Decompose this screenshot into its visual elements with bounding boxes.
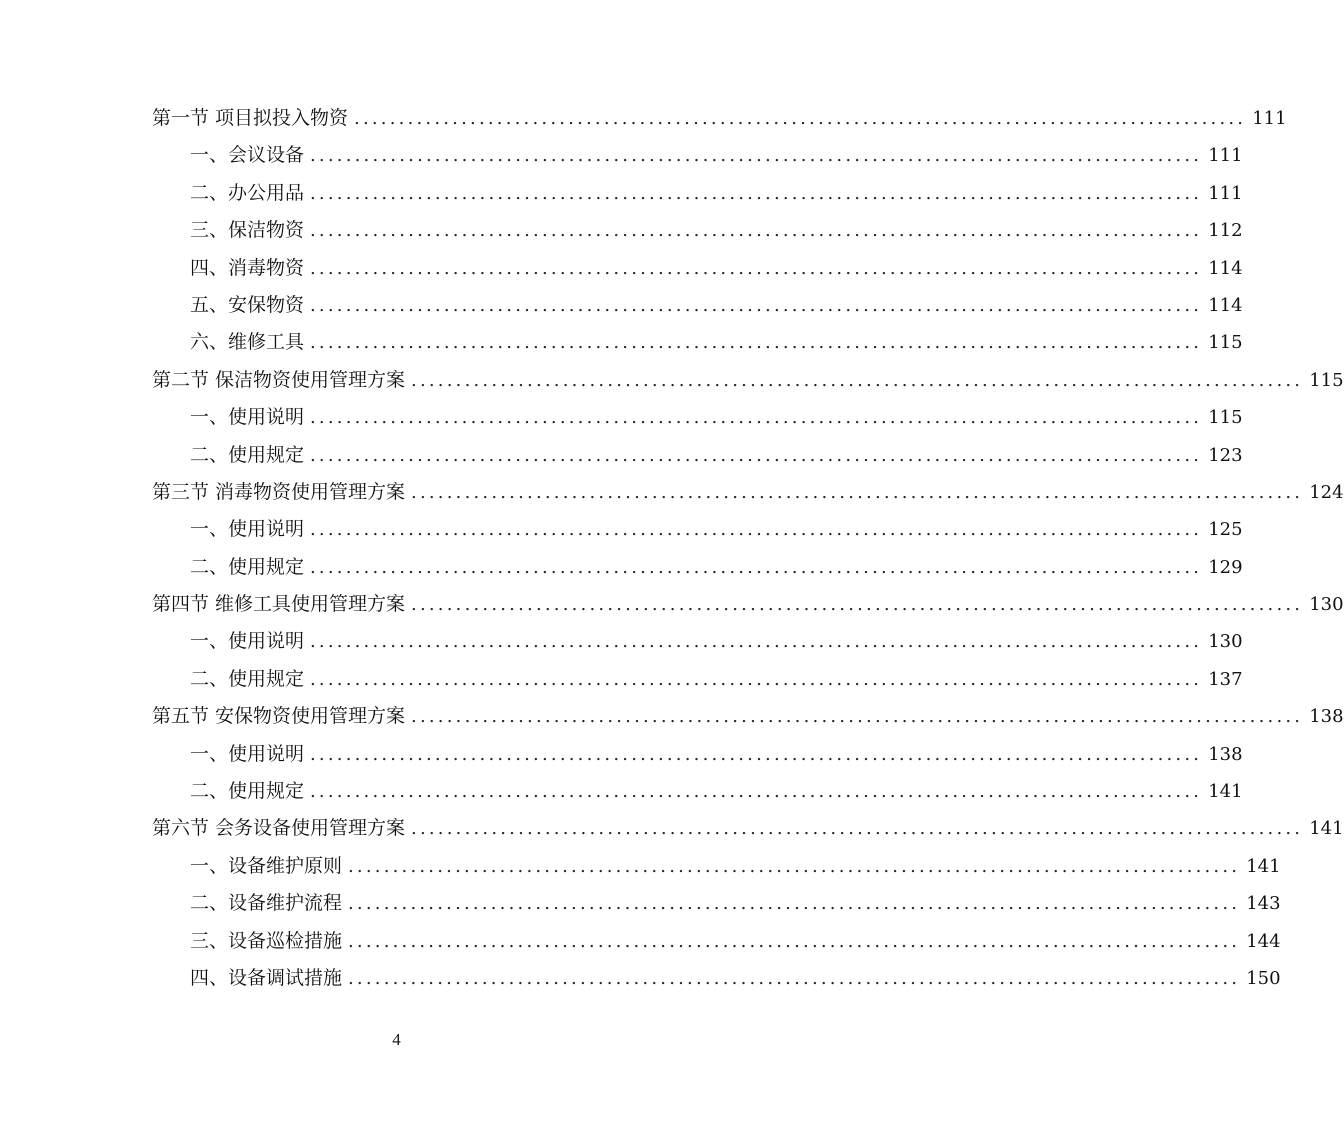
table-of-contents (152, 100, 1344, 997)
toc-entry-label: 六、维修工具 (190, 331, 305, 354)
toc-entry[interactable] (152, 623, 1243, 660)
toc-entry-label: 四、消毒物资 (190, 256, 305, 279)
toc-entry-page: 111 (1208, 145, 1243, 167)
dot-leader: .................................................................................................... (411, 818, 1304, 840)
toc-entry-label: 一、会议设备 (190, 144, 305, 167)
dot-leader: .................................................................................................... (310, 257, 1203, 279)
toc-entry-label: 第二节 保洁物资使用管理方案 (152, 368, 406, 391)
toc-entry-label: 第一节 项目拟投入物资 (152, 107, 349, 129)
dot-leader: .................................................................................................... (411, 369, 1304, 391)
toc-entry-label: 二、使用规定 (190, 555, 305, 578)
toc-entry[interactable] (152, 736, 1243, 773)
toc-entry-page: 138 (1309, 706, 1344, 728)
toc-entry-page: 137 (1208, 668, 1243, 690)
toc-entry-page: 114 (1208, 257, 1243, 279)
dot-leader: .................................................................................................... (411, 594, 1304, 616)
toc-entry-label: 第六节 会务设备使用管理方案 (152, 817, 406, 840)
dot-leader: .................................................................................................... (310, 145, 1203, 167)
toc-entry-page: 130 (1208, 631, 1243, 653)
dot-leader: .................................................................................................... (310, 781, 1203, 803)
toc-entry[interactable] (152, 362, 1344, 399)
toc-entry[interactable] (152, 511, 1243, 548)
toc-entry-label: 二、办公用品 (190, 181, 305, 204)
dot-leader: .................................................................................................... (348, 855, 1241, 877)
toc-entry-page: 123 (1208, 444, 1243, 466)
dot-leader: .................................................................................................... (310, 444, 1203, 466)
toc-entry-page: 141 (1208, 781, 1243, 803)
dot-leader: .................................................................................................... (310, 332, 1203, 354)
toc-entry-label: 三、保洁物资 (190, 219, 305, 242)
toc-entry[interactable] (152, 586, 1344, 623)
toc-entry[interactable] (152, 848, 1281, 885)
toc-entry[interactable] (152, 287, 1243, 324)
toc-entry-page: 115 (1208, 407, 1243, 429)
dot-leader: .................................................................................................... (310, 182, 1203, 204)
dot-leader: .................................................................................................... (310, 220, 1203, 242)
toc-entry[interactable] (152, 474, 1344, 511)
toc-entry[interactable] (152, 698, 1344, 735)
toc-entry-label: 一、使用说明 (190, 742, 305, 765)
toc-entry[interactable] (152, 810, 1344, 847)
toc-entry-label: 三、设备巡检措施 (190, 929, 343, 952)
page-number: 4 (392, 1030, 401, 1049)
toc-entry-page: 111 (1208, 182, 1243, 204)
toc-entry-label: 二、使用规定 (190, 780, 305, 803)
toc-entry-page: 129 (1208, 556, 1243, 578)
toc-entry-page: 111 (1252, 108, 1287, 129)
toc-entry[interactable] (152, 212, 1243, 249)
toc-entry-page: 112 (1208, 220, 1243, 242)
toc-entry-label: 一、使用说明 (190, 518, 305, 541)
toc-entry[interactable] (152, 399, 1243, 436)
toc-entry-label: 一、使用说明 (190, 406, 305, 429)
toc-entry-page: 115 (1208, 332, 1243, 354)
dot-leader: .................................................................................................... (310, 294, 1203, 316)
toc-entry-page: 115 (1309, 369, 1344, 391)
toc-entry[interactable] (152, 885, 1281, 922)
toc-entry[interactable] (152, 100, 1287, 137)
toc-entry-page: 141 (1309, 818, 1344, 840)
toc-entry-page: 125 (1208, 519, 1243, 541)
toc-entry[interactable] (152, 324, 1243, 361)
toc-entry-page: 150 (1246, 967, 1281, 989)
toc-entry-label: 第五节 安保物资使用管理方案 (152, 705, 406, 728)
toc-entry-label: 五、安保物资 (190, 293, 305, 316)
toc-entry[interactable] (152, 923, 1281, 960)
dot-leader: .................................................................................................... (348, 893, 1241, 915)
dot-leader: .................................................................................................... (348, 930, 1241, 952)
toc-entry[interactable] (152, 773, 1243, 810)
toc-entry[interactable] (152, 250, 1243, 287)
toc-entry-label: 一、使用说明 (190, 630, 305, 653)
dot-leader: .................................................................................................... (354, 108, 1247, 129)
dot-leader: .................................................................................................... (310, 407, 1203, 429)
toc-entry[interactable] (152, 437, 1243, 474)
toc-entry-label: 二、使用规定 (190, 667, 305, 690)
dot-leader: .................................................................................................... (310, 668, 1203, 690)
toc-entry-label: 二、使用规定 (190, 443, 305, 466)
toc-entry-page: 124 (1309, 481, 1344, 503)
dot-leader: .................................................................................................... (310, 556, 1203, 578)
toc-entry[interactable] (152, 960, 1281, 997)
toc-entry-page: 138 (1208, 743, 1243, 765)
dot-leader: .................................................................................................... (348, 967, 1241, 989)
dot-leader: .................................................................................................... (411, 481, 1304, 503)
dot-leader: .................................................................................................... (310, 743, 1203, 765)
toc-entry-page: 141 (1246, 855, 1281, 877)
toc-entry-page: 144 (1246, 930, 1281, 952)
dot-leader: .................................................................................................... (310, 519, 1203, 541)
toc-entry[interactable] (152, 549, 1243, 586)
dot-leader: .................................................................................................... (310, 631, 1203, 653)
dot-leader: .................................................................................................... (411, 706, 1304, 728)
toc-entry-label: 二、设备维护流程 (190, 892, 343, 915)
toc-entry-label: 一、设备维护原则 (190, 854, 343, 877)
toc-entry[interactable] (152, 137, 1243, 174)
toc-entry[interactable] (152, 661, 1243, 698)
toc-entry-label: 四、设备调试措施 (190, 966, 343, 989)
toc-entry-page: 114 (1208, 294, 1243, 316)
toc-entry[interactable] (152, 175, 1243, 212)
toc-entry-page: 130 (1309, 594, 1344, 616)
toc-entry-label: 第四节 维修工具使用管理方案 (152, 593, 406, 616)
toc-entry-page: 143 (1246, 893, 1281, 915)
toc-entry-label: 第三节 消毒物资使用管理方案 (152, 480, 406, 503)
